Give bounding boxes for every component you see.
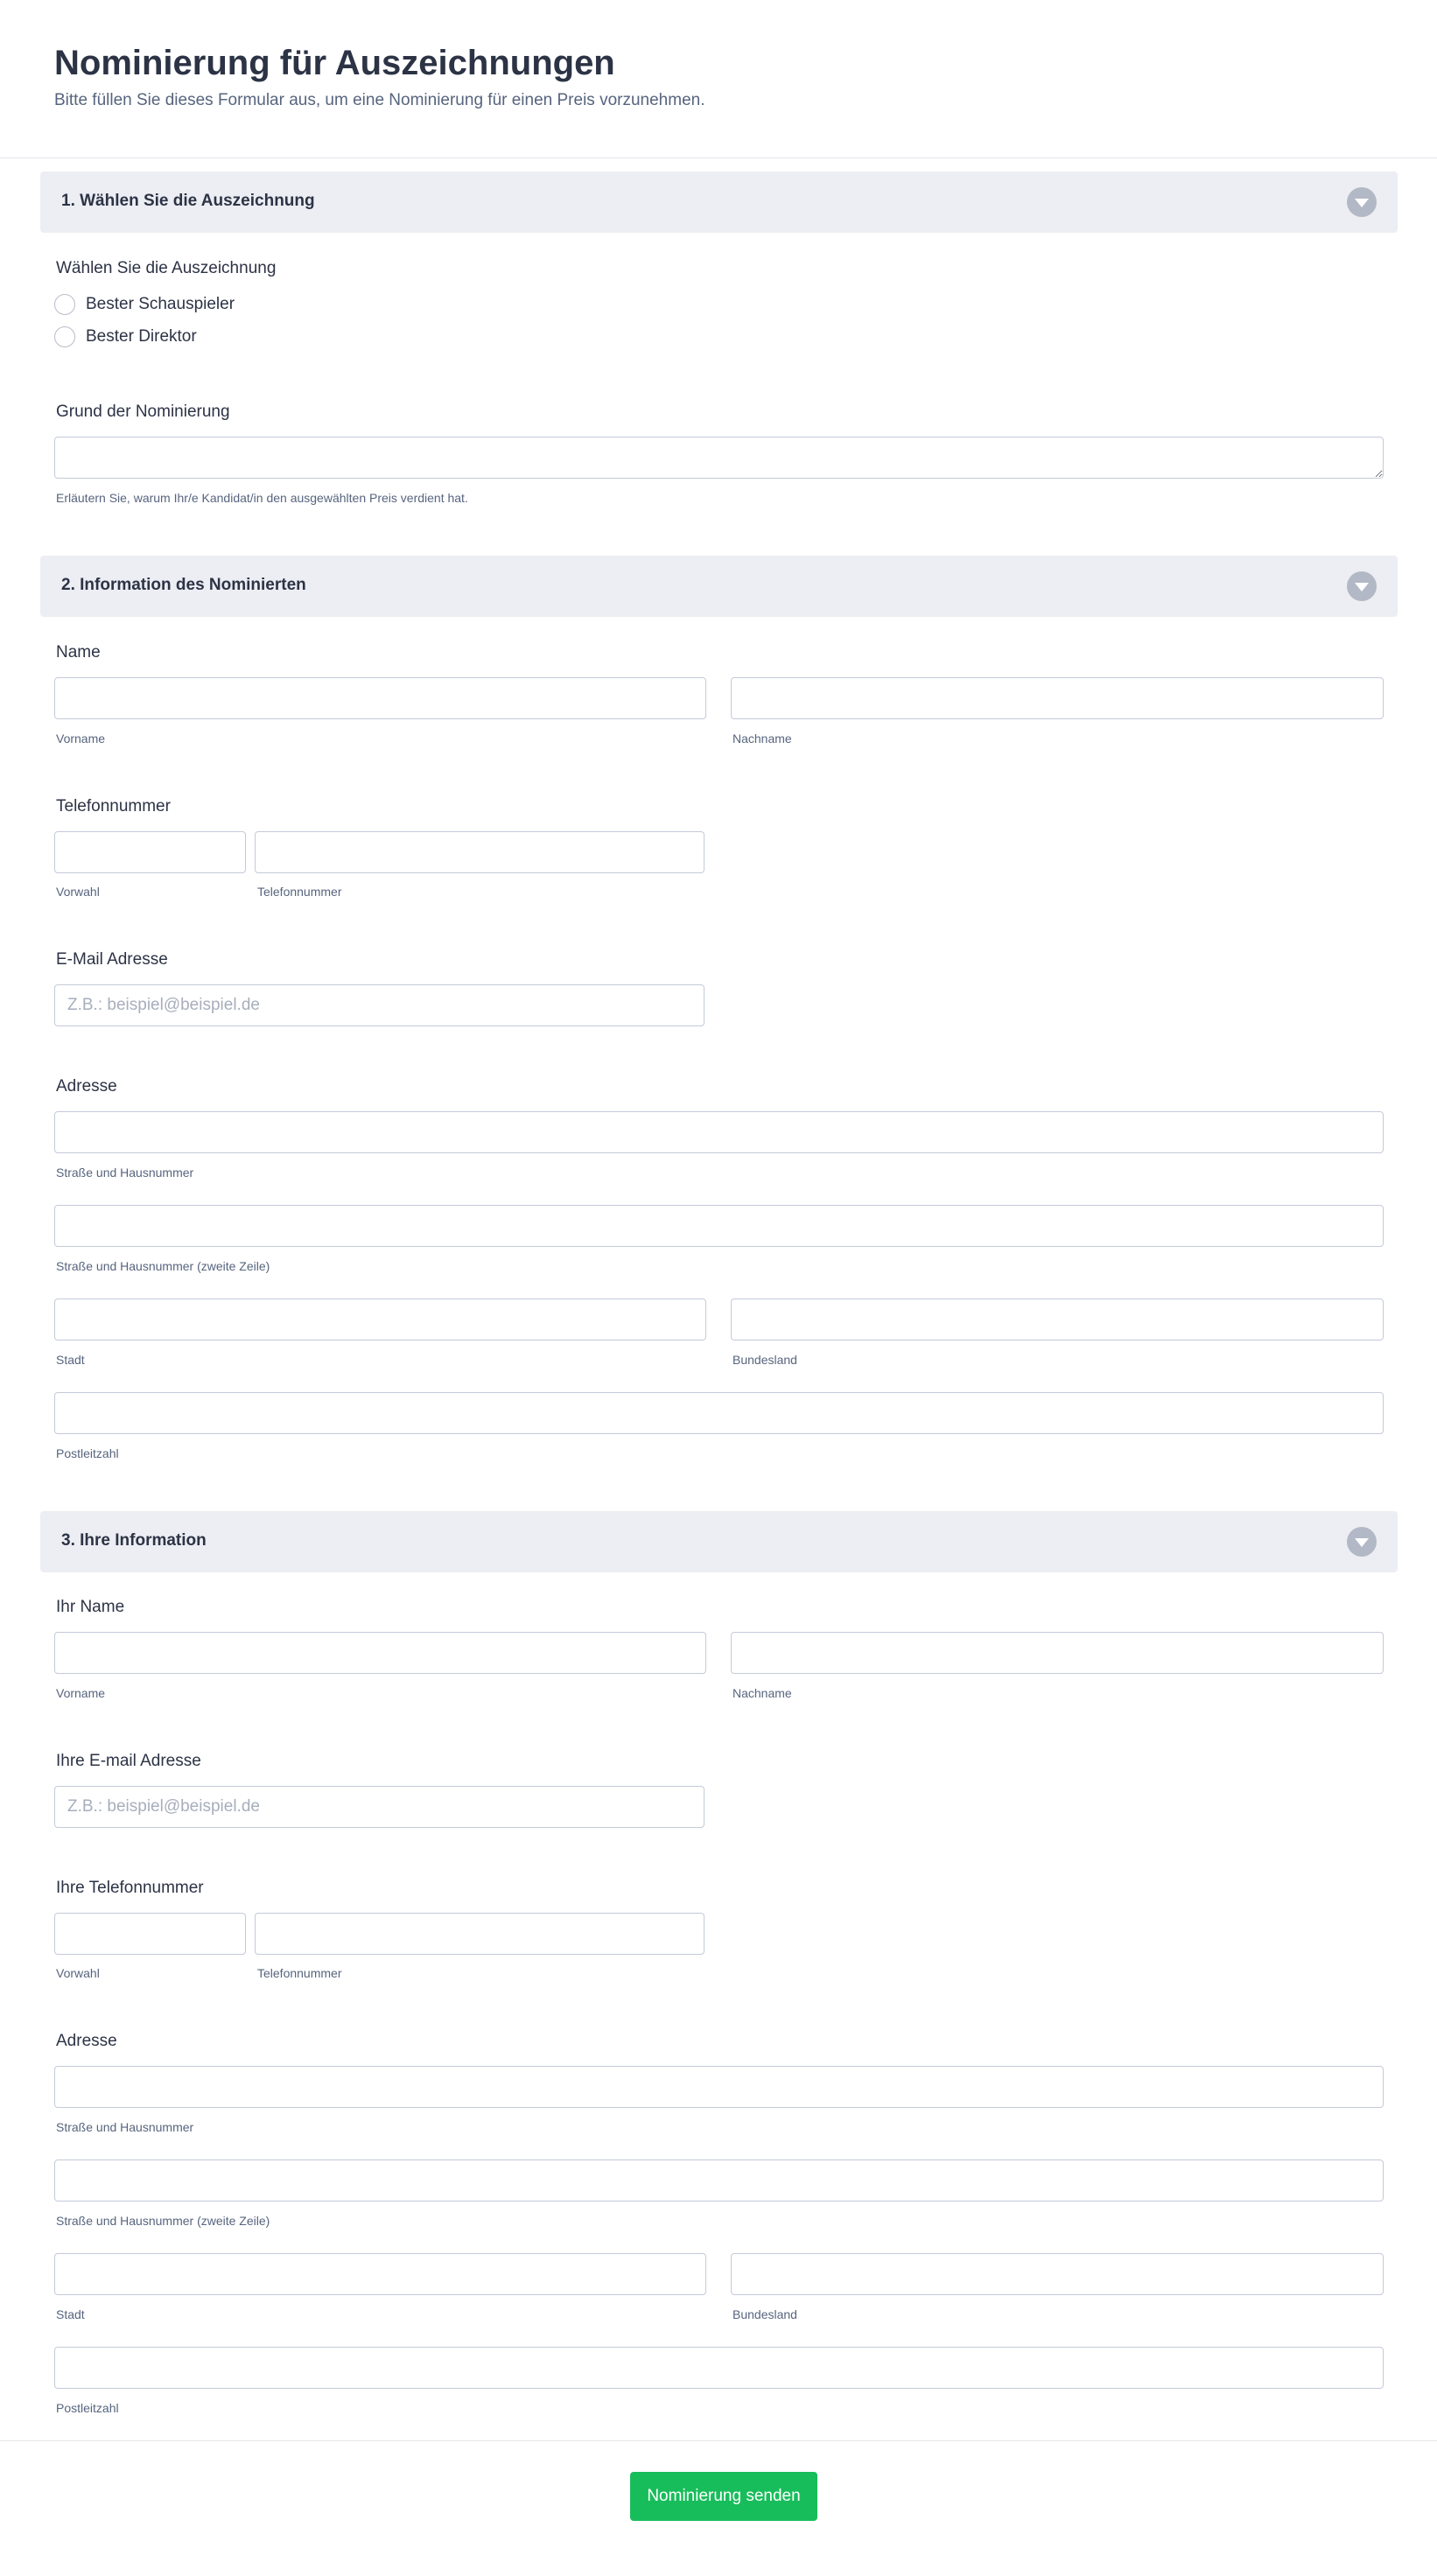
your-street-input[interactable] [54, 2066, 1384, 2108]
collapse-toggle-icon[interactable] [1347, 571, 1377, 601]
your-last-name-input[interactable] [731, 1632, 1384, 1674]
award-label: Wählen Sie die Auszeichnung [56, 259, 277, 277]
your-area-code-input[interactable] [54, 1913, 246, 1955]
nominee-last-name-input[interactable] [731, 677, 1384, 719]
zip-sublabel: Postleitzahl [56, 2401, 119, 2415]
form-header [0, 0, 1437, 158]
radio-button[interactable] [54, 294, 75, 315]
nominee-email-label: E-Mail Adresse [56, 950, 168, 969]
state-sublabel: Bundesland [733, 2307, 797, 2321]
nominee-zip-input[interactable] [54, 1392, 1384, 1434]
first-name-sublabel: Vorname [56, 1686, 106, 1700]
nominee-name-label: Name [56, 643, 101, 662]
nominee-phone-input[interactable] [255, 831, 704, 873]
section-1-title: 1. Wählen Sie die Auszeichnung [61, 192, 315, 210]
street-sublabel: Straße und Hausnummer [56, 1166, 194, 1180]
area-code-sublabel: Vorwahl [56, 1966, 100, 1980]
street2-sublabel: Straße und Hausnummer (zweite Zeile) [56, 1259, 270, 1273]
area-code-sublabel: Vorwahl [56, 885, 100, 899]
section-3-header[interactable] [40, 1511, 1398, 1572]
reason-label: Grund der Nominierung [56, 402, 230, 421]
form-subtitle: Bitte füllen Sie dieses Formular aus, um eine Nominierung für einen Preis vorzunehmen. [54, 91, 705, 109]
first-name-sublabel: Vorname [56, 732, 106, 746]
your-phone-input[interactable] [255, 1913, 704, 1955]
your-email-input[interactable] [54, 1786, 704, 1828]
zip-sublabel: Postleitzahl [56, 1446, 119, 1460]
reason-textarea[interactable] [54, 437, 1384, 479]
section-2-title: 2. Information des Nominierten [61, 576, 306, 594]
your-email-label: Ihre E-mail Adresse [56, 1752, 201, 1770]
nominee-area-code-input[interactable] [54, 831, 246, 873]
collapse-toggle-icon[interactable] [1347, 1527, 1377, 1557]
your-state-input[interactable] [731, 2253, 1384, 2295]
your-zip-input[interactable] [54, 2347, 1384, 2389]
nominee-street-input[interactable] [54, 1111, 1384, 1153]
collapse-toggle-icon[interactable] [1347, 187, 1377, 217]
radio-label: Bester Schauspieler [86, 295, 235, 313]
radio-option-best-director[interactable] [54, 326, 197, 348]
submit-button[interactable]: Nominierung senden [630, 2472, 817, 2521]
footer-divider [0, 2440, 1437, 2441]
your-name-label: Ihr Name [56, 1598, 125, 1616]
form-title: Nominierung für Auszeichnungen [54, 44, 615, 82]
nominee-city-input[interactable] [54, 1298, 706, 1340]
radio-option-best-actor[interactable] [54, 293, 235, 316]
your-phone-label: Ihre Telefonnummer [56, 1879, 204, 1897]
city-sublabel: Stadt [56, 1353, 85, 1367]
section-1-header[interactable] [40, 172, 1398, 233]
your-first-name-input[interactable] [54, 1632, 706, 1674]
section-3-title: 3. Ihre Information [61, 1531, 207, 1550]
nominee-email-input[interactable] [54, 984, 704, 1026]
state-sublabel: Bundesland [733, 1353, 797, 1367]
nominee-state-input[interactable] [731, 1298, 1384, 1340]
phone-number-sublabel: Telefonnummer [257, 885, 342, 899]
your-address-label: Adresse [56, 2032, 117, 2050]
your-street2-input[interactable] [54, 2160, 1384, 2202]
radio-label: Bester Direktor [86, 327, 197, 346]
radio-button[interactable] [54, 326, 75, 347]
nominee-street2-input[interactable] [54, 1205, 1384, 1247]
city-sublabel: Stadt [56, 2307, 85, 2321]
nominee-address-label: Adresse [56, 1077, 117, 1096]
nominee-phone-label: Telefonnummer [56, 797, 171, 816]
street2-sublabel: Straße und Hausnummer (zweite Zeile) [56, 2214, 270, 2228]
last-name-sublabel: Nachname [733, 1686, 792, 1700]
last-name-sublabel: Nachname [733, 732, 792, 746]
street-sublabel: Straße und Hausnummer [56, 2120, 194, 2134]
section-2-header[interactable] [40, 556, 1398, 617]
your-city-input[interactable] [54, 2253, 706, 2295]
phone-number-sublabel: Telefonnummer [257, 1966, 342, 1980]
nominee-first-name-input[interactable] [54, 677, 706, 719]
reason-hint: Erläutern Sie, warum Ihr/e Kandidat/in den ausgewählten Preis verdient hat. [56, 491, 468, 505]
